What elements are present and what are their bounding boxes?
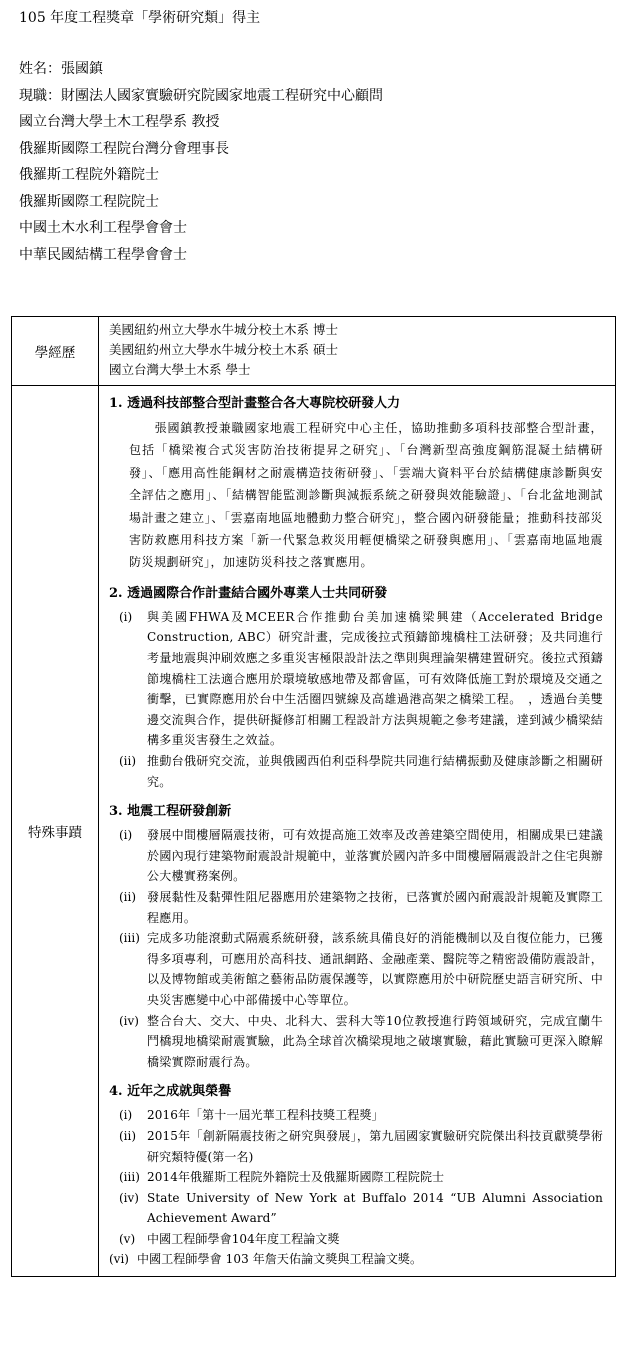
page-title: 105 年度工程獎章「學術研究類」得主: [19, 10, 261, 26]
list-item: [119, 751, 603, 792]
bio-title-3: 俄羅斯國際工程院台灣分會理事長: [19, 140, 229, 157]
education-item: 美國紐約州立大學水牛城分校土木系 碩士: [109, 342, 338, 357]
section-3: [109, 802, 603, 1072]
education-row: [12, 317, 616, 386]
education-label: 學經歷: [12, 317, 99, 386]
section-1: [109, 394, 603, 574]
item-number: (ii): [119, 889, 137, 904]
bio-title-2: 國立台灣大學土木工程學系 教授: [19, 114, 220, 130]
item-text: 中國工程師學會 103 年詹天佑論文獎與工程論文獎。: [137, 1252, 423, 1267]
section-title: 3. 地震工程研發創新: [109, 804, 232, 820]
education-item: 國立台灣大學土木系 學士: [109, 362, 251, 377]
special-row: [12, 386, 616, 1277]
item-text: 2016年「第十一屆光華工程科技獎工程獎」: [147, 1108, 384, 1123]
item-number: (i): [119, 1108, 133, 1123]
item-text: 發展中間樓層隔震技術，可有效提高施工效率及改善建築空間使用，相關成果已建議於國內現行建築物耐震設計規範中，並落實於國內許多中間樓層隔震設計之住宅與辦公大樓實務案例。: [147, 828, 603, 884]
bio-title-6: 中國土木水利工程學會會士: [19, 220, 187, 236]
bio-title-4: 俄羅斯工程院外籍院士: [19, 167, 159, 183]
education-cell: [99, 317, 616, 386]
list-item: [119, 825, 603, 887]
special-cell: [99, 386, 616, 1277]
education-item: 美國紐約州立大學水牛城分校土木系 博士: [109, 322, 338, 337]
item-text: 中國工程師學會104年度工程論文獎: [147, 1231, 340, 1246]
list-item: [119, 887, 603, 928]
list-item: [119, 1167, 603, 1188]
item-number: (iv): [119, 1190, 139, 1205]
item-text: 與美國FHWA及MCEER合作推動台美加速橋梁興建（Accelerated Bridge Construction, ABC）研究計畫，完成後拉式預鑄節塊橋柱工法研發；及共同進行考量地震與沖刷效應之多重災害極限設計法之準則與理論架構建置研究。後拉式預鑄節塊橋柱工法適合應用於環境敏感地帶及都會區，可有效降低施工對於環境及交通之衝擊，已實際應用於台中生活圈四號線及高雄過港高架之橋梁工程。 ，透過台美雙邊交流與合作，提供研擬修訂相關工程設計方法與規範之參考建議，達到減少橋梁結構多重災害發生之效益。: [147, 609, 603, 748]
item-number: (i): [119, 609, 133, 624]
list-item: [109, 1249, 603, 1270]
bio-title-7: 中華民國結構工程學會會士: [19, 246, 187, 263]
section-4: [109, 1082, 603, 1270]
list-item: [119, 1011, 603, 1073]
item-text: 完成多功能滾動式隔震系統研發，該系統具備良好的消能機制以及自復位能力，已獲得多項專利，可應用於高科技、通訊網路、金融產業、醫院等之精密設備防震設計，以及博物館或美術館之藝術品防震保護等，以實際應用於中研院歷史語言研究所、中央災害應變中心中部備援中心等單位。: [147, 931, 603, 1007]
list-item: [119, 1229, 603, 1250]
list-item: [119, 1188, 603, 1229]
item-text: State University of New York at Buffalo 2014 “UB Alumni Association Achievement Award”: [147, 1190, 603, 1226]
section-paragraph: 張國鎮教授兼職國家地震工程研究中心主任，協助推動多項科技部整合型計畫，包括「橋梁複合式災害防治技術提昇之研究」、「台灣新型高強度鋼筋混凝土結構研發」、「應用高性能鋼材之耐震構造技術研發」、「雲端大資料平台於結構健康診斷與安全評估之應用」、「結構智能監測診斷與減振系統之研發與效能驗證」、「台北盆地測試場計畫之建立」、「雲嘉南地區地體動力整合研究」，整合國內研發能量；推動科技部災害防救應用科技方案「新一代緊急救災用輕便橋梁之研發與應用」、「雲嘉南地區地震防災規劃研究」，加速防災科技之落實應用。: [129, 421, 603, 570]
list-item: [119, 1105, 603, 1126]
item-text: 2014年俄羅斯工程院外籍院士及俄羅斯國際工程院院士: [147, 1170, 445, 1185]
section-title: 2. 透過國際合作計畫結合國外專業人士共同研發: [109, 585, 388, 601]
bio-name: 姓名：張國鎮: [19, 61, 103, 77]
item-number: (i): [119, 828, 133, 843]
bio-title-5: 俄羅斯國際工程院院士: [19, 193, 159, 210]
item-text: 2015年「創新隔震技術之研究與發展」，第九屆國家實驗研究院傑出科技貢獻獎學術研究類特優(第一名): [147, 1128, 603, 1164]
list-item: [119, 607, 603, 751]
section-2: [109, 584, 603, 792]
item-number: (ii): [119, 1128, 137, 1143]
item-text: 整合台大、交大、中央、北科大、雲科大等10位教授進行跨領域研究，完成宜蘭牛鬥橋現地橋梁耐震實驗，此為全球首次橋梁現地之破壞實驗，藉此實驗可更深入瞭解橋梁實際耐震行為。: [147, 1013, 603, 1069]
info-table: [11, 316, 616, 1277]
section-title: 4. 近年之成就與榮譽: [109, 1084, 232, 1100]
item-number: (ii): [119, 754, 137, 768]
section-title: 1. 透過科技部整合型計畫整合各大專院校研發人力: [109, 396, 401, 411]
list-item: [119, 1126, 603, 1167]
special-label: 特殊事蹟: [12, 386, 99, 1277]
item-text: 發展黏性及黏彈性阻尼器應用於建築物之技術，已落實於國內耐震設計規範及實際工程應用。: [147, 889, 603, 925]
item-number: (v): [119, 1231, 136, 1246]
list-item: [119, 928, 603, 1010]
item-number: (vi): [109, 1252, 129, 1267]
item-number: (iii): [119, 1170, 140, 1185]
item-number: (iv): [119, 1013, 139, 1028]
bio-position: 現職：財團法人國家實驗研究院國家地震工程研究中心顧問: [19, 87, 383, 104]
bio-block: [19, 56, 383, 268]
item-number: (iii): [119, 931, 140, 946]
item-text: 推動台俄研究交流，並與俄國西伯利亞科學院共同進行結構振動及健康診斷之相關研究。: [147, 754, 603, 789]
